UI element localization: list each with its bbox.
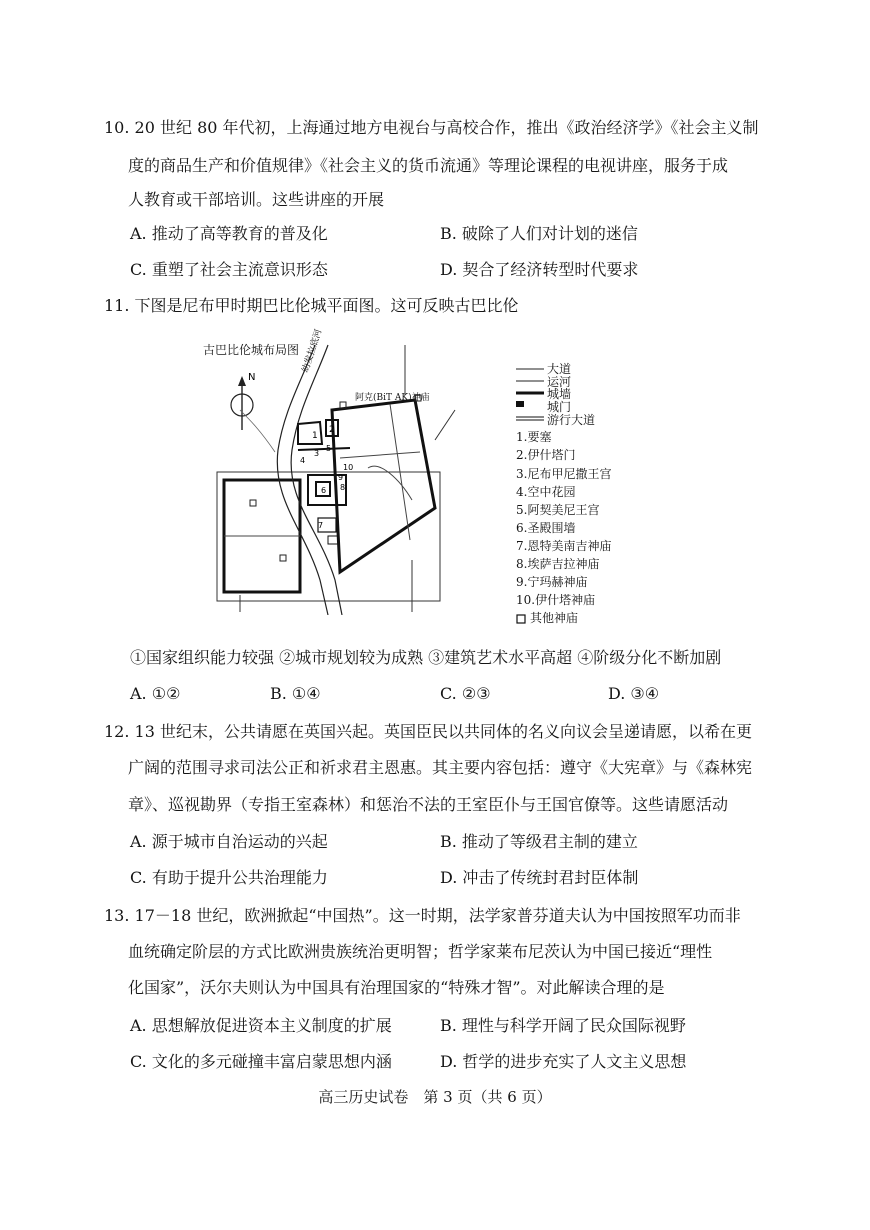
- question-13-option-b: B. 理性与科学开阔了民众国际视野: [440, 1016, 686, 1035]
- river-label: 幼发拉底河: [300, 328, 325, 375]
- question-12-line-1: 12. 13 世纪末，公共请愿在英国兴起。英国臣民以共同体的名义向议会呈递请愿，以希在更: [104, 722, 752, 741]
- question-11-option-c: C. ②③: [440, 684, 491, 703]
- map-title: 古巴比伦城布局图: [203, 343, 300, 357]
- north-arrow-icon: [231, 376, 253, 430]
- question-12-option-a: A. 源于城市自治运动的兴起: [130, 832, 328, 851]
- marker-4: 4: [300, 456, 306, 465]
- marker-10: 10: [343, 463, 354, 472]
- temple-label: 阿克(BiT AK)神庙: [355, 393, 430, 403]
- question-12-option-d: D. 冲击了传统封君封臣体制: [440, 868, 639, 887]
- question-10-line-3: 人教育或干部培训。这些讲座的开展: [128, 190, 385, 209]
- marker-5: 5: [326, 444, 332, 453]
- marker-3: 3: [314, 449, 320, 458]
- north-label: N: [248, 372, 256, 383]
- legend-gate-symbol: [516, 401, 524, 407]
- marker-2: 2: [329, 425, 335, 435]
- page-footer: 高三历史试卷 第 3 页（共 6 页）: [318, 1088, 552, 1106]
- question-13-line-1: 13. 17－18 世纪，欧洲掀起“中国热”。这一时期，法学家普芬道夫认为中国按照军功而非: [104, 906, 741, 925]
- question-11-option-d: D. ③④: [608, 684, 660, 703]
- legend-etemenanki: 7.恩特美南吉神庙: [516, 539, 612, 553]
- legend-procession-road: 游行大道: [547, 413, 596, 427]
- legend-sacred-enclosure: 6.圣殿围墙: [516, 521, 576, 535]
- marker-9: 9: [338, 473, 344, 482]
- question-13-option-a: A. 思想解放促进资本主义制度的扩展: [130, 1016, 392, 1035]
- legend-wall: 城墙: [547, 387, 572, 401]
- question-10-line-2: 度的商品生产和价值规律》《社会主义的货币流通》等理论课程的电视讲座，服务于成: [128, 156, 729, 175]
- map-drawing: [180, 340, 470, 615]
- question-11-option-a: A. ①②: [130, 684, 181, 703]
- legend-gate: 城门: [547, 400, 572, 414]
- question-11-line-1: 11. 下图是尼布甲时期巴比伦城平面图。这可反映古巴比伦: [104, 296, 519, 315]
- marker-6: 6: [321, 486, 327, 495]
- other-temple-square-icon: [516, 614, 526, 624]
- legend-other-temples: 其他神庙: [530, 611, 579, 625]
- question-12-option-c: C. 有助于提升公共治理能力: [130, 868, 328, 887]
- question-13-option-c: C. 文化的多元碰撞丰富启蒙思想内涵: [130, 1052, 392, 1071]
- question-13-option-d: D. 哲学的进步充实了人文主义思想: [440, 1052, 687, 1071]
- legend-ishtar-gate: 2.伊什塔门: [516, 448, 576, 462]
- question-11-statements: ①国家组织能力较强 ②城市规划较为成熟 ③建筑艺术水平高超 ④阶级分化不断加剧: [130, 648, 722, 667]
- question-13-line-2: 血统确定阶层的方式比欧洲贵族统治更明智；哲学家莱布尼茨认为中国已接近“理性: [128, 942, 713, 961]
- marker-7: 7: [318, 521, 324, 530]
- legend-esagila: 8.埃萨吉拉神庙: [516, 557, 600, 571]
- legend-ninmah-temple: 9.宁玛赫神庙: [516, 575, 588, 589]
- question-11-option-b: B. ①④: [270, 684, 321, 703]
- question-12-option-b: B. 推动了等级君主制的建立: [440, 832, 638, 851]
- legend-ishtar-temple: 10.伊什塔神庙: [516, 593, 596, 607]
- question-10-option-b: B. 破除了人们对计划的迷信: [440, 224, 638, 243]
- question-10-option-d: D. 契合了经济转型时代要求: [440, 260, 639, 279]
- legend-hanging-gardens: 4.空中花园: [516, 485, 576, 499]
- question-10-option-c: C. 重塑了社会主流意识形态: [130, 260, 328, 279]
- question-13-line-3: 化国家”，沃尔夫则认为中国具有治理国家的“特殊才智”。对此解读合理的是: [128, 978, 665, 997]
- legend-canal: 运河: [547, 375, 572, 389]
- marker-1: 1: [312, 431, 318, 441]
- legend-symbols: [514, 363, 546, 425]
- legend-road: 大道: [547, 362, 572, 376]
- question-10-line-1: 10. 20 世纪 80 年代初，上海通过地方电视台与高校合作，推出《政治经济学》《社会主义制: [104, 118, 759, 137]
- question-10-option-a: A. 推动了高等教育的普及化: [130, 224, 328, 243]
- question-12-line-3: 章》、巡视勘界（专指王室森林）和惩治不法的王室臣仆与王国官僚等。这些请愿活动: [128, 795, 729, 814]
- legend-achaemenid-palace: 5.阿契美尼王宫: [516, 503, 600, 517]
- question-12-line-2: 广阔的范围寻求司法公正和祈求君主恩惠。其主要内容包括：遵守《大宪章》与《森林宪: [128, 758, 753, 777]
- legend-fortress: 1.要塞: [516, 430, 552, 444]
- legend-nebuchadnezzar-palace: 3.尼布甲尼撒王宫: [516, 467, 612, 481]
- marker-8: 8: [340, 483, 346, 492]
